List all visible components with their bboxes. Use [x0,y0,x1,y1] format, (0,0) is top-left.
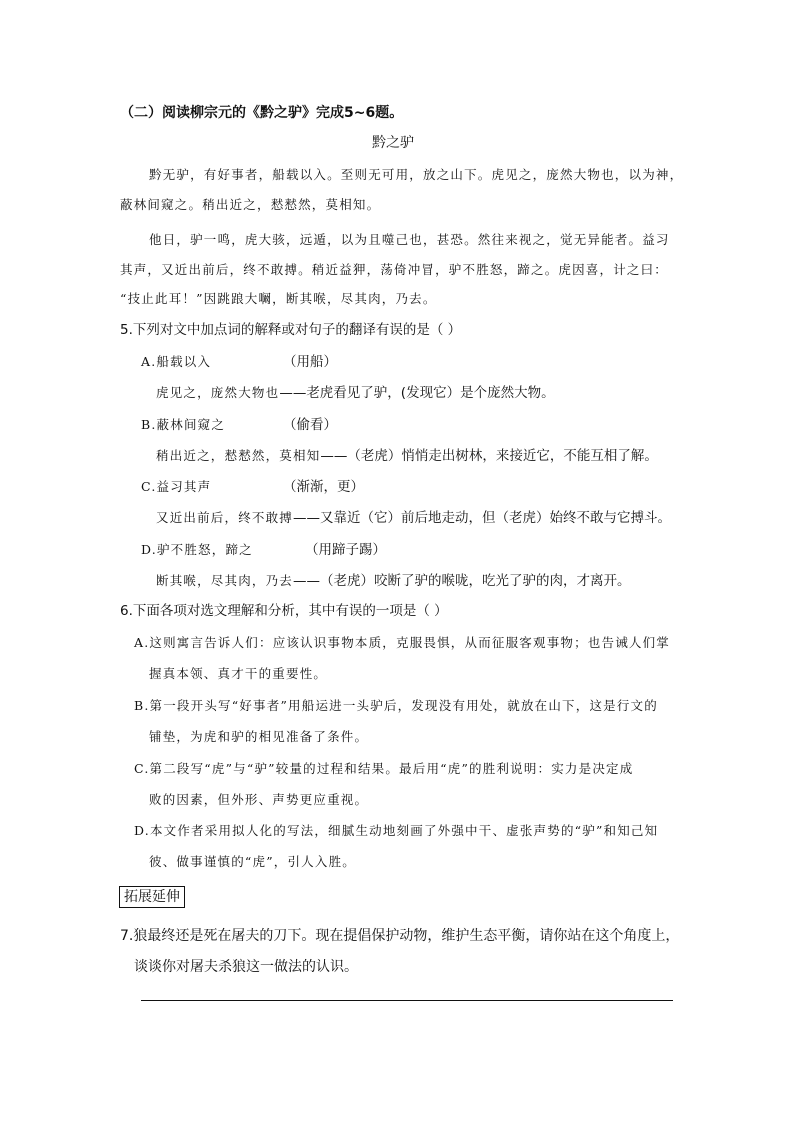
q6-option-a-line-1: A.这则寓言告诉人们：应该认识事物本质，克服畏惧，从而征服客观事物；也告诫人们掌 [134,635,671,650]
q5-option-a-label: A.船载以入 [141,354,212,369]
q5-option-a-note: （用船） [283,354,337,370]
question-6-stem: 6.下面各项对选文理解和分析，其中有误的一项是（ ） [120,603,448,619]
question-7-line-1: 7.狼最终还是死在屠夫的刀下。现在提倡保护动物，维护生态平衡，请你站在这个角度上， [120,928,680,944]
q5-option-d-translation: ——（老虎）咬断了驴的喉咙，吃光了驴的肉，才离开。 [293,573,631,589]
q5-option-c-translation: ——又靠近（它）前后地走动，但（老虎）始终不敢与它搏斗。 [293,510,672,526]
q6-option-a-line-2: 握真本领、真才干的重要性。 [149,666,328,681]
passage-paragraph-1-line-2: 蔽林间窥之。稍出近之，慭慭然，莫相知。 [120,197,381,212]
passage-paragraph-2-line-2: 其声，又近出前后，终不敢搏。稍近益狎，荡倚冲冒，驴不胜怒，蹄之。虎因喜，计之曰： [120,262,669,277]
q5-option-a-sentence [156,383,555,403]
q5-option-d-source: 断其喉，尽其肉，乃去 [156,573,294,588]
answer-line[interactable] [141,1000,673,1001]
q6-option-d-line-2: 彼、做事谨慎的“虎”，引人入胜。 [149,854,356,869]
passage-title: 黔之驴 [372,135,414,151]
question-5-stem: 5.下列对文中加点词的解释或对句子的翻译有误的是（ ） [120,322,462,338]
question-7-line-2: 谈谈你对屠夫杀狼这一做法的认识。 [134,959,358,975]
q6-option-c-line-1: C.第二段写“虎”与“驴”较量的过程和结果。最后用“虎”的胜利说明：实力是决定成 [134,761,634,776]
q5-option-c-label: C.益习其声 [141,479,212,494]
q5-option-a-translation: ——老虎看见了驴，(发现它）是个庞然大物。 [279,385,555,401]
q6-option-b-line-1: B.第一段开头写“好事者”用船运进一头驴后，发现没有用处，就放在山下，这是行文的 [134,698,658,713]
q5-option-d-label: D.驴不胜怒，蹄之 [141,542,253,557]
q5-option-a-source: 虎见之，庞然大物也 [156,385,280,400]
passage-paragraph-1-line-1: 黔无驴，有好事者，船载以入。至则无可用，放之山下。虎见之，庞然大物也，以为神， [149,167,684,182]
q6-option-b-line-2: 铺垫，为虎和驴的相见准备了条件。 [149,729,369,744]
q5-option-b-note: （偷看） [283,417,337,433]
q5-option-d-sentence [156,571,631,591]
section-heading: （二）阅读柳宗元的《黔之驴》完成5~6题。 [120,105,404,121]
extension-section-label: 拓展延伸 [119,886,185,908]
q5-option-c-sentence [156,508,671,528]
q5-option-b-source: 稍出近之，慭慭然，莫相知 [156,448,321,463]
q5-option-b-sentence [156,446,658,466]
q5-option-d-note: （用蹄子踢） [305,542,386,558]
q5-option-b-label: B.蔽林间窥之 [141,417,226,432]
q5-option-b-translation: ——（老虎）悄悄走出树林，来接近它，不能互相了解。 [320,448,658,464]
q6-option-d-line-1: D.本文作者采用拟人化的写法，细腻生动地刻画了外强中干、虚张声势的“驴”和知己知 [134,823,659,838]
q5-option-c-note: （渐渐，更） [283,479,364,495]
q6-option-c-line-2: 败的因素，但外形、声势更应重视。 [149,792,369,807]
q5-option-c-source: 又近出前后，终不敢搏 [156,510,294,525]
passage-paragraph-2-line-3: “技止此耳！”因跳踉大㘎，断其喉，尽其肉，乃去。 [120,291,437,306]
passage-paragraph-2-line-1: 他日，驴一鸣，虎大骇，远遁，以为且噬己也，甚恐。然往来视之，觉无异能者。益习 [149,232,670,247]
